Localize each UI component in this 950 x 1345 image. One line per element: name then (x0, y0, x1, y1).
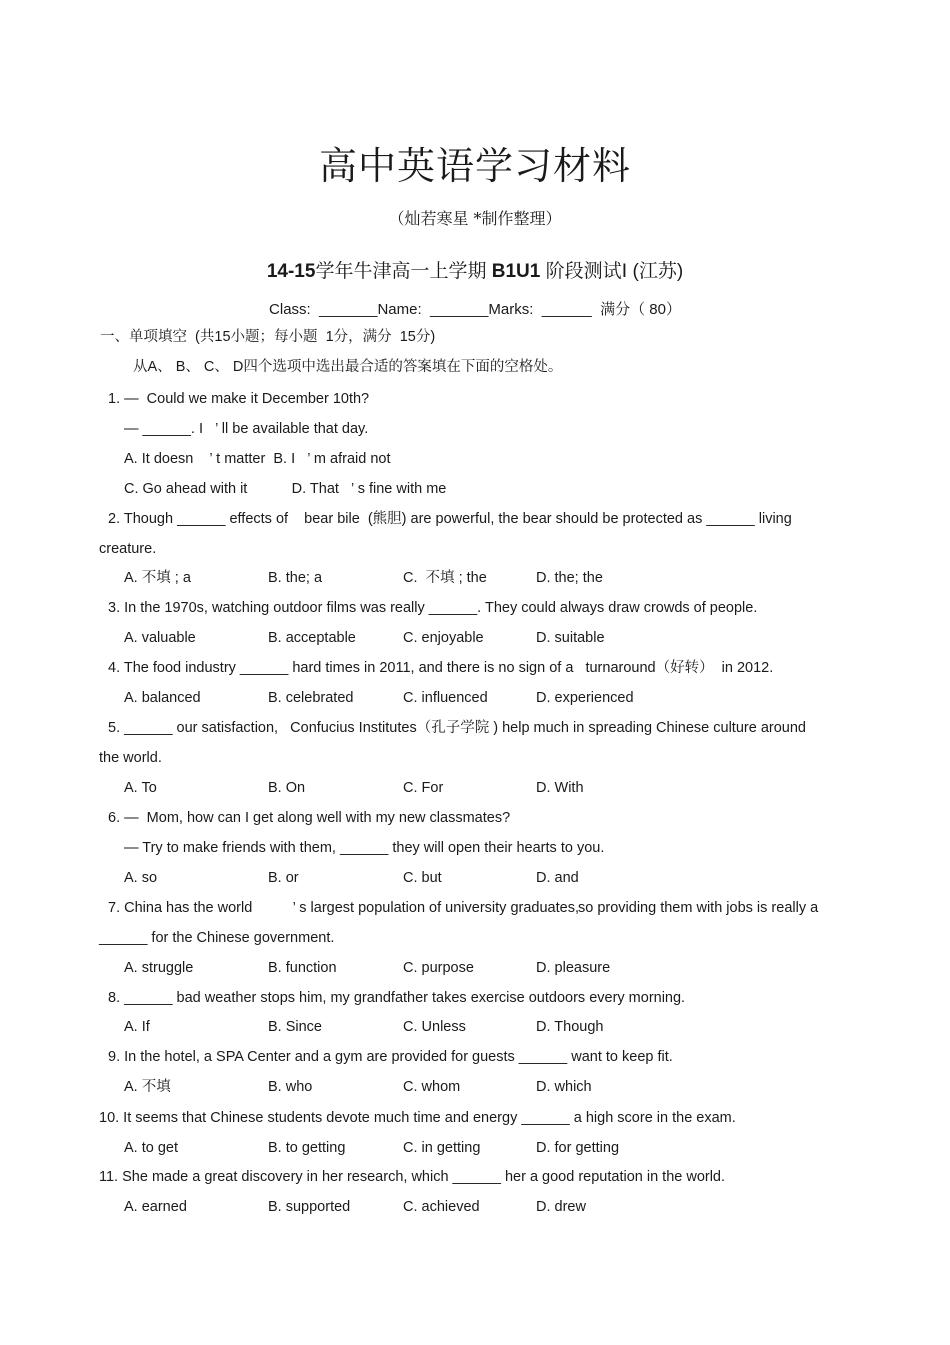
question-11-stem: 11. She made a great discovery in her research, which ______ her a good reputation in the world. (99, 1169, 726, 1185)
question-9-stem: 9. In the hotel, a SPA Center and a gym are provided for guests ______ want to keep fit. (108, 1049, 673, 1065)
question-8-stem: 8. ______ bad weather stops him, my grandfather takes exercise outdoors every morning. (108, 990, 686, 1006)
question-9-option-a: A. 不填 (124, 1079, 171, 1095)
question-3-option-c: C. enjoyable (403, 630, 484, 646)
question-5-option-b: B. On (268, 780, 306, 796)
question-10-option-b: B. to getting (268, 1140, 346, 1156)
question-10-stem: 10. It seems that Chinese students devote much time and energy ______ a high score in the exam. (99, 1110, 736, 1126)
section-heading: 一、单项填空 (共15小题；每小题 1分，满分 15分) (100, 329, 436, 345)
question-5-option-a: A. To (124, 780, 157, 796)
question-5-option-c: C. For (403, 780, 444, 796)
test-title-stage: 阶段测试Ⅰ (江苏) (545, 261, 684, 282)
question-6-stem: 6. — Mom, how can I get along well with my new classmates? (108, 810, 511, 826)
question-6-option-b: B. or (268, 870, 299, 886)
section-instruction: 从A、 B、 C、 D四个选项中选出最合适的答案填在下面的空格处。 (133, 359, 563, 375)
question-4-option-a: A. balanced (124, 690, 201, 706)
question-8-option-a: A. If (124, 1019, 150, 1035)
question-7-option-a: A. struggle (124, 960, 194, 976)
question-5-stem: 5. ______ our satisfaction, Confucius Institutes（孔子学院 ) help much in spreading Chinese culture around (108, 720, 806, 736)
test-title-unit: B1U1 (491, 261, 541, 282)
question-2-option-d: D. the; the (536, 570, 603, 586)
question-2-stem-cont: creature. (99, 541, 157, 557)
test-title (0, 256, 950, 283)
question-5-option-d: D. With (536, 780, 584, 796)
question-1-options-cd: C. Go ahead with it D. That ’ s fine with me (124, 481, 447, 497)
question-3-stem: 3. In the 1970s, watching outdoor films was really ______. They could always draw crowds of people. (108, 600, 758, 616)
question-8-option-b: B. Since (268, 1019, 322, 1035)
question-3-option-b: B. acceptable (268, 630, 356, 646)
question-2-option-c: C. 不填 ; the (403, 570, 487, 586)
question-1-options-ab: A. It doesn ’ t matter B. I ’ m afraid not (124, 451, 391, 467)
question-6-option-d: D. and (536, 870, 579, 886)
question-10-option-a: A. to get (124, 1140, 179, 1156)
question-7-option-c: C. purpose (403, 960, 474, 976)
question-8-option-d: D. Though (536, 1019, 604, 1035)
question-7-stem: 7. China has the world ’ s largest population of university graduates, (108, 900, 579, 916)
question-11-option-c: C. achieved (403, 1199, 480, 1215)
question-11-option-a: A. earned (124, 1199, 187, 1215)
question-4-option-d: D. experienced (536, 690, 634, 706)
question-4-option-b: B. celebrated (268, 690, 354, 706)
question-5-stem-cont: the world. (99, 750, 162, 766)
question-10-option-c: C. in getting (403, 1140, 481, 1156)
test-title-years: 14-15 (266, 261, 316, 282)
question-7-stem-cont: ______ for the Chinese government. (99, 930, 335, 946)
question-7-stem-tail: so providing them with jobs is really a (578, 900, 819, 916)
question-9-option-c: C. whom (403, 1079, 461, 1095)
page-subtitle: （灿若寒星 *制作整理） (388, 209, 562, 228)
question-10-option-d: D. for getting (536, 1140, 620, 1156)
question-1-reply: — ______. I ’ ll be available that day. (124, 421, 369, 437)
question-2-stem: 2. Though ______ effects of bear bile (熊胆) are powerful, the bear should be protected as ______ living (108, 511, 792, 527)
question-2-option-a: A. 不填 ; a (124, 570, 191, 586)
question-6-option-c: C. but (403, 870, 442, 886)
question-4-stem: 4. The food industry ______ hard times in 2011, and there is no sign of a turnaround（好转） in 2012. (108, 660, 774, 676)
page-title: 高中英语学习材料 (318, 144, 631, 188)
question-2-option-b: B. the; a (268, 570, 323, 586)
question-8-option-c: C. Unless (403, 1019, 466, 1035)
question-3-option-a: A. valuable (124, 630, 196, 646)
question-9-option-b: B. who (268, 1079, 313, 1095)
question-6-reply: — Try to make friends with them, ______ they will open their hearts to you. (124, 840, 605, 856)
question-4-option-c: C. influenced (403, 690, 488, 706)
question-11-option-b: B. supported (268, 1199, 351, 1215)
question-7-option-d: D. pleasure (536, 960, 611, 976)
student-info-line: Class: _______Name: _______Marks: ______ 满分（ 80） (269, 301, 681, 318)
test-title-term: 学年牛津高一上学期 (315, 261, 487, 282)
question-7-option-b: B. function (268, 960, 337, 976)
question-9-option-d: D. which (536, 1079, 592, 1095)
question-1-stem: 1. — Could we make it December 10th? (108, 391, 370, 407)
question-3-option-d: D. suitable (536, 630, 605, 646)
question-6-option-a: A. so (124, 870, 158, 886)
question-11-option-d: D. drew (536, 1199, 586, 1215)
